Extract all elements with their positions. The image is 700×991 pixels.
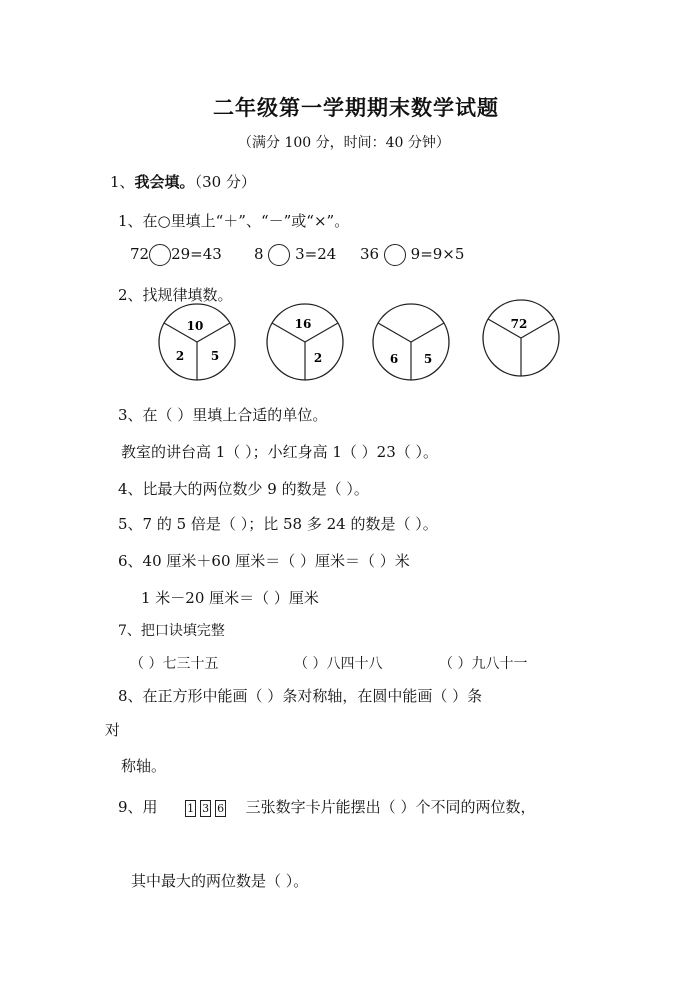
circle-1-left: 2 — [175, 349, 185, 363]
pattern-circle-2 — [267, 304, 343, 380]
question-3-text: 3、在（ ）里填上合适的单位。 — [118, 406, 328, 424]
page-title: 二年级第一学期期末数学试题 — [213, 95, 499, 120]
question-6-line-2: 1 米－20 厘米＝（ ）厘米 — [141, 589, 319, 607]
section-label: 我会填。 — [134, 173, 195, 191]
circle-1-right: 5 — [210, 349, 220, 363]
question-4-text: 4、比最大的两位数少 9 的数是（ ）。 — [118, 480, 369, 498]
question-1-text: 1、在○里填上“＋”、“－”或“×”。 — [118, 212, 350, 230]
question-7-item-2: （ ）八四十八 — [294, 656, 383, 672]
question-9-prefix: 9、用 — [118, 798, 158, 816]
number-card-2: 3 — [202, 801, 210, 815]
question-6-line-1: 6、40 厘米＋60 厘米＝（ ）厘米＝（ ）米 — [118, 552, 410, 570]
question-2-text: 2、找规律填数。 — [118, 286, 233, 304]
equation-2-left: 8 — [254, 245, 264, 263]
equation-3-left: 36 — [360, 245, 380, 263]
pattern-circle-4 — [483, 300, 559, 376]
question-9-suffix: 三张数字卡片能摆出（ ）个不同的两位数， — [245, 798, 536, 816]
section-score: （30 分） — [194, 173, 256, 191]
question-7-item-1: （ ）七三十五 — [130, 656, 219, 672]
equation-3-right: 9=9×5 — [410, 245, 465, 263]
number-card-1: 1 — [187, 801, 195, 815]
question-8-line-1: 8、在正方形中能画（ ）条对称轴，在圆中能画（ ）条 — [118, 687, 483, 705]
question-9-line-2: 其中最大的两位数是（ ）。 — [131, 872, 309, 890]
question-5-text: 5、7 的 5 倍是（ ）；比 58 多 24 的数是（ ）。 — [118, 515, 438, 533]
question-8-line-3: 称轴。 — [121, 757, 167, 775]
equation-1-left: 72 — [130, 245, 150, 263]
circle-3-right: 5 — [423, 352, 433, 366]
equation-2-right: 3=24 — [295, 245, 337, 263]
pattern-circle-3 — [373, 304, 449, 380]
question-9-line-1 — [118, 796, 535, 817]
question-7-item-3: （ ）九八十一 — [439, 656, 528, 672]
pattern-circle-1 — [159, 304, 235, 380]
question-7-text: 7、把口诀填完整 — [118, 623, 225, 639]
circle-2-top: 16 — [294, 317, 312, 331]
circle-4-top: 72 — [510, 317, 528, 331]
pattern-circles — [0, 0, 700, 400]
page-subtitle: （满分 100 分，时间：40 分钟） — [238, 135, 450, 151]
equation-1-right: 29=43 — [171, 245, 222, 263]
number-card-3: 6 — [217, 801, 225, 815]
section-number: 1、 — [110, 173, 135, 191]
circle-1-top: 10 — [186, 319, 204, 333]
circle-2-right: 2 — [313, 351, 323, 365]
question-3-line: 教室的讲台高 1（ ）；小红身高 1（ ）23（ ）。 — [121, 443, 439, 461]
circle-3-left: 6 — [389, 352, 399, 366]
question-8-line-2: 对 — [105, 721, 121, 739]
